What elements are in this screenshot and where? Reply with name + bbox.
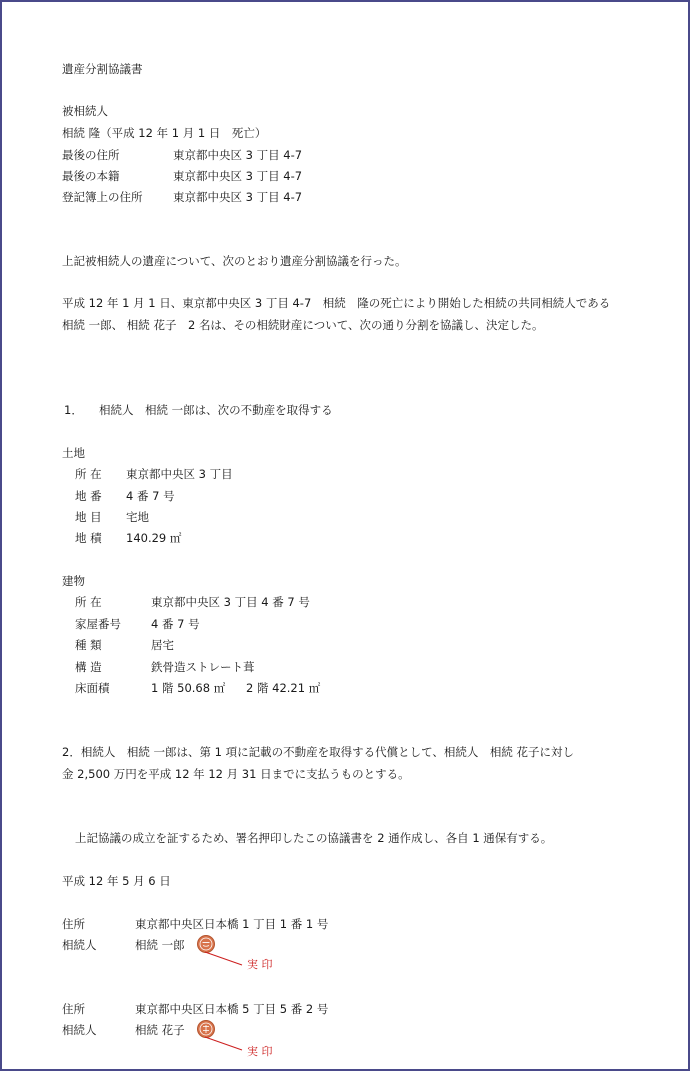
- document-title: 遺産分割協議書: [62, 62, 143, 76]
- seal-pointer-line: [202, 1035, 246, 1053]
- land-row-value: 4 番 7 号: [126, 489, 175, 503]
- land-row-label: 地 番: [75, 489, 102, 503]
- item1-text: 相続人 相続 一郎は、次の不動産を取得する: [99, 403, 333, 417]
- land-heading: 土地: [62, 446, 85, 460]
- signatory-address: 東京都中央区日本橋 5 丁目 5 番 2 号: [135, 1002, 329, 1016]
- signatory-address: 東京都中央区日本橋 1 丁目 1 番 1 号: [135, 917, 329, 931]
- signing-date: 平成 12 年 5 月 6 日: [62, 874, 171, 888]
- floor-area-label: 床面積: [75, 681, 110, 695]
- intro-text: 上記被相続人の遺産について、次のとおり遺産分割協議を行った。: [62, 254, 407, 268]
- decedent-heading: 被相続人: [62, 104, 108, 118]
- item2-line: 2．相続人 相続 一郎は、第 1 項に記載の不動産を取得する代償として、相続人 相続 花子に対し: [62, 745, 575, 759]
- address-label: 住所: [62, 917, 85, 931]
- land-row-label: 地 目: [75, 510, 102, 524]
- building-row-label: 所 在: [75, 595, 102, 609]
- building-row-label: 種 類: [75, 638, 102, 652]
- floor-area-1: 1 階 50.68 ㎡: [151, 681, 226, 695]
- land-row-label: 所 在: [75, 467, 102, 481]
- signatory-name: 相続 花子: [135, 1023, 185, 1037]
- building-row-value: 鉄骨造ストレート葺: [151, 660, 255, 674]
- decedent-row-label: 最後の住所: [62, 148, 120, 162]
- floor-area-2: 2 階 42.21 ㎡: [246, 681, 321, 695]
- address-label: 住所: [62, 1002, 85, 1016]
- land-row-value: 宅地: [126, 510, 149, 524]
- item1-number: 1．: [64, 403, 83, 417]
- building-row-label: 家屋番号: [75, 617, 121, 631]
- signatory-role: 相続人: [62, 1023, 97, 1037]
- seal-note: 実 印: [247, 1045, 273, 1058]
- building-row-value: 4 番 7 号: [151, 617, 200, 631]
- seal-pointer-line: [202, 950, 246, 968]
- land-row-value: 東京都中央区 3 丁目: [126, 467, 233, 481]
- building-row-label: 構 造: [75, 660, 102, 674]
- closing-text: 上記協議の成立を証するため、署名押印したこの協議書を 2 通作成し、各自 1 通保有する。: [75, 831, 553, 845]
- land-row-value: 140.29 ㎡: [126, 531, 182, 545]
- item2-line: 金 2,500 万円を平成 12 年 12 月 31 日までに支払うものとする。: [62, 767, 410, 781]
- decedent-row-label: 登記簿上の住所: [62, 190, 143, 204]
- decedent-name-line: 相続 隆（平成 12 年 1 月 1 日 死亡）: [62, 126, 267, 140]
- building-heading: 建物: [62, 574, 85, 588]
- decedent-row-value: 東京都中央区 3 丁目 4-7: [173, 148, 303, 162]
- land-row-label: 地 積: [75, 531, 102, 545]
- preamble-line: 相続 一郎、 相続 花子 2 名は、その相続財産について、次の通り分割を協議し、決定した。: [62, 318, 544, 332]
- decedent-row-value: 東京都中央区 3 丁目 4-7: [173, 169, 303, 183]
- building-row-value: 居宅: [151, 638, 174, 652]
- signatory-role: 相続人: [62, 938, 97, 952]
- building-row-value: 東京都中央区 3 丁目 4 番 7 号: [151, 595, 310, 609]
- decedent-row-label: 最後の本籍: [62, 169, 120, 183]
- decedent-row-value: 東京都中央区 3 丁目 4-7: [173, 190, 303, 204]
- preamble-line: 平成 12 年 1 月 1 日、東京都中央区 3 丁目 4-7 相続 隆の死亡により開始した相続の共同相続人である: [62, 296, 611, 310]
- seal-note: 実 印: [247, 958, 273, 971]
- signatory-name: 相続 一郎: [135, 938, 185, 952]
